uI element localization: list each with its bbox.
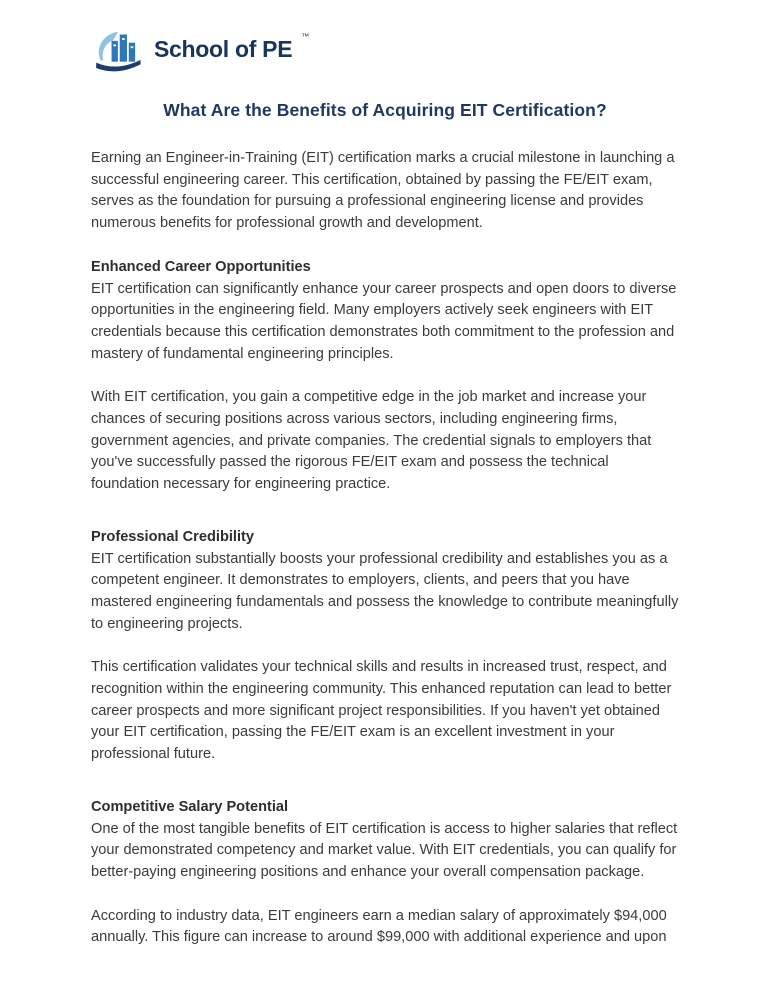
section-heading-professional-credibility: Professional Credibility <box>91 528 255 545</box>
section-paragraph: EIT certification substantially boosts your professional credibility and establishes you as a competent engineer. It demonstrates to employers, clients, and peers that you have mastered engineering fundamentals and possess the knowledge to contribute meaningfully to engineering projects. <box>91 550 679 632</box>
section-paragraph: With EIT certification, you gain a competitive edge in the job market and increase your chances of securing positions across various sectors, including engineering firms, government agencies, and private companies. The credential signals to employers that you've successfully passed the rigorous FE/EIT exam and possess the technical foundation necessary for engineering practice. <box>91 389 652 493</box>
section-paragraph: EIT certification can significantly enhance your career prospects and open doors to diverse opportunities in the engineering field. Many employers actively seek engineers with EIT credentials because this certification demonstrates both commitment to the profession and mastery of fundamental engineering principles. <box>91 280 677 362</box>
school-of-pe-logo <box>88 26 309 72</box>
document-title: What Are the Benefits of Acquiring EIT Certification? <box>163 100 607 120</box>
document-header <box>0 0 768 77</box>
logo-trademark-symbol: ™ <box>301 32 310 41</box>
section-professional-credibility <box>91 527 679 766</box>
school-of-pe-logo-icon <box>88 26 146 72</box>
section-paragraph: According to industry data, EIT engineers earn a median salary of approximately $94,000 annually. This figure can increase to around $99,000 with additional experience and upon <box>91 907 667 946</box>
section-heading-competitive-salary-potential: Competitive Salary Potential <box>91 798 289 815</box>
intro-paragraph: Earning an Engineer-in-Training (EIT) certification marks a crucial milestone in launching a successful engineering career. This certification, obtained by passing the FE/EIT exam, serves as the foundation for pursuing a professional engineering license and provides numerous benefits for professional growth and development. <box>91 150 675 232</box>
section-enhanced-career-opportunities <box>91 257 679 496</box>
section-paragraph: This certification validates your technical skills and results in increased trust, respect, and recognition within the engineering community. This enhanced reputation can lead to better career prospects and more significant project responsibilities. If you haven't yet obtained your EIT certification, passing the FE/EIT exam is an excellent investment in your professional future. <box>91 659 672 763</box>
section-competitive-salary-potential <box>91 797 679 949</box>
section-heading-enhanced-career-opportunities: Enhanced Career Opportunities <box>91 258 311 275</box>
section-paragraph: One of the most tangible benefits of EIT certification is access to higher salaries that reflect your demonstrated competency and market value. With EIT credentials, you can qualify for better-paying engineering positions and enhance your overall compensation package. <box>91 820 678 880</box>
logo-text: School of PE <box>154 35 293 62</box>
document-body <box>0 100 768 949</box>
